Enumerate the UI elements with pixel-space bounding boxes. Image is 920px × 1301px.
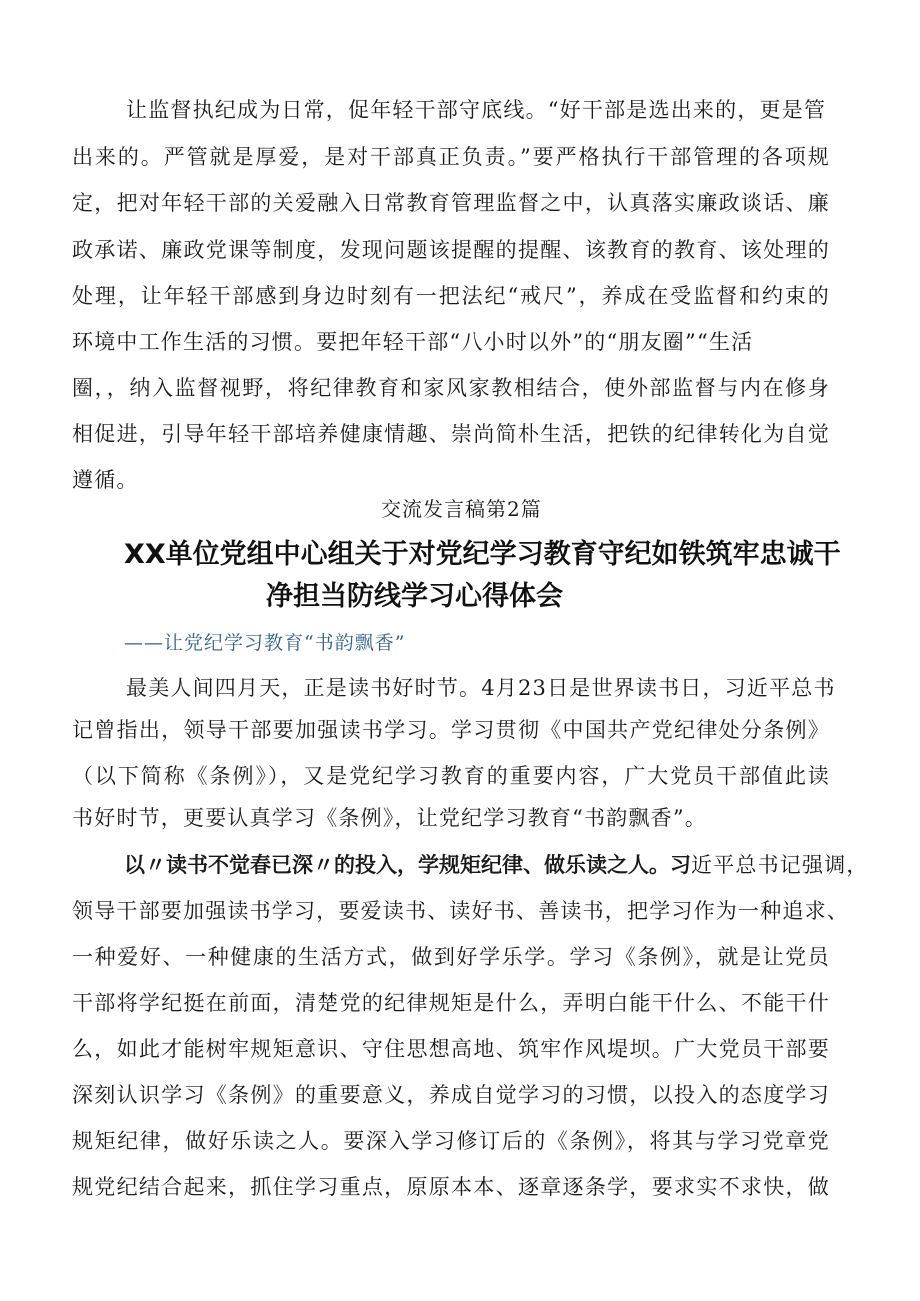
paragraph-lead-heading: 以〃读书不觉春已深〃的投入，学规矩纪律、做乐读之人。习: [124, 853, 691, 877]
paragraph-line: 规党纪结合起来，抓住学习重点，原原本本、逐章逐条学，要求实不求快，做: [72, 1175, 830, 1199]
paragraph-line: 政承诺、廉政党课等制度，发现问题该提醒的提醒、该教育的教育、该处理的: [72, 238, 830, 262]
paragraph-lead-line: [124, 850, 869, 880]
article-title-line-2: 净担当防线学习心得体会: [266, 581, 563, 612]
paragraph-line: 让监督执纪成为日常，促年轻干部守底线。“好干部是选出来的，更是管: [126, 98, 827, 122]
section-heading: 交流发言稿第2篇: [381, 497, 542, 521]
paragraph-line: 相促进，引导年轻干部培养健康情趣、崇尚简朴生活，把铁的纪律转化为自觉: [72, 422, 830, 446]
paragraph-line: 最美人间四月天，正是读书好时节。4月23日是世界读书日，习近平总书: [126, 676, 836, 700]
paragraph-line: 圈，，纳入监督视野，将纪律教育和家风家教相结合，使外部监督与内在修身: [72, 376, 830, 400]
paragraph-lead-rest: 近平总书记强调，: [691, 853, 869, 877]
paragraph-line: （以下简称《条例》），又是党纪学习教育的重要内容，广大党员干部值此读: [72, 764, 830, 788]
paragraph-line: 定，把对年轻干部的关爱融入日常教育管理监督之中，认真落实廉政谈话、廉: [72, 191, 830, 215]
paragraph-line: 深刻认识学习《条例》的重要意义，养成自觉学习的习惯，以投入的态度学习: [72, 1083, 830, 1107]
paragraph-line: 处理，让年轻干部感到身边时刻有一把法纪“戒尺”，养成在受监督和约束的: [72, 284, 830, 308]
paragraph-line: 环境中工作生活的习惯。要把年轻干部“八小时以外”的“朋友圈”“生活: [72, 330, 754, 354]
paragraph-line: 规矩纪律，做好乐读之人。要深入学习修订后的《条例》，将其与学习党章党: [72, 1129, 830, 1153]
paragraph-line: 遵循。: [72, 468, 139, 492]
paragraph-line: 书好时节，更要认真学习《条例》，让党纪学习教育“书韵飘香”。: [72, 806, 707, 830]
paragraph-line: 么，如此才能树牢规矩意识、守住思想高地、筑牢作风堤坝。广大党员干部要: [72, 1037, 830, 1061]
paragraph-line: 记曾指出，领导干部要加强读书学习。学习贯彻《中国共产党纪律处分条例》: [72, 718, 830, 742]
paragraph-line: 领导干部要加强读书学习，要爱读书、读好书、善读书，把学习作为一种追求、: [72, 899, 849, 923]
paragraph-line: 出来的。严管就是厚爱，是对干部真正负责。”要严格执行干部管理的各项规: [72, 145, 830, 169]
paragraph-line: 一种爱好、一种健康的生活方式，做到好学乐学。学习《条例》，就是让党员: [72, 945, 830, 969]
paragraph-line: 干部将学纪挺在前面，清楚党的纪律规矩是什么，弄明白能干什么、不能干什: [72, 991, 830, 1015]
article-subtitle: ——让党纪学习教育“书韵飘香”: [124, 632, 406, 654]
article-title-line-1: XX单位党组中心组关于对党纪学习教育守纪如铁筑牢忠诚干: [124, 539, 841, 570]
